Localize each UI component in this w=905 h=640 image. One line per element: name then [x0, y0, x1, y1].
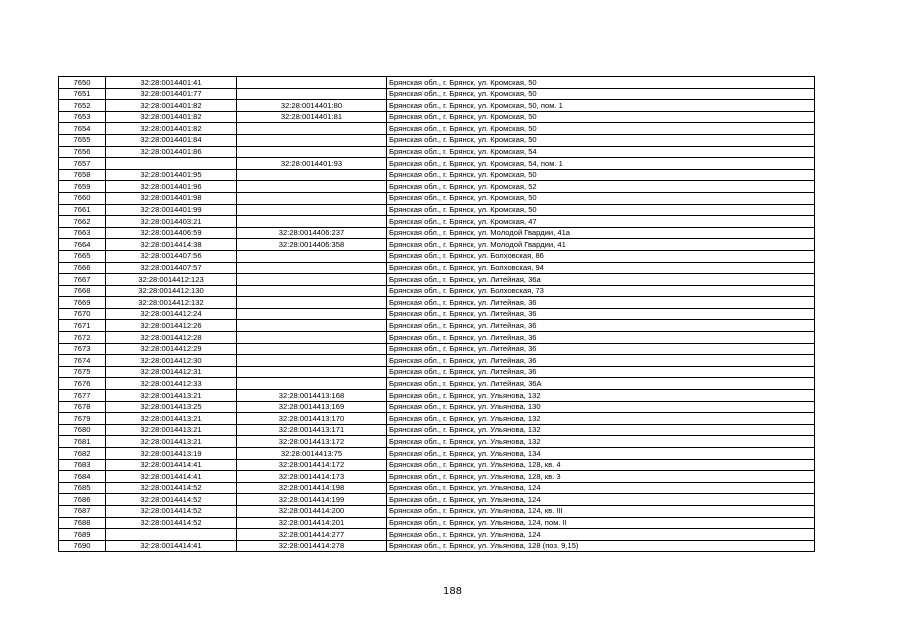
- previous-number-cell: [237, 378, 387, 390]
- row-number-cell: 7688: [59, 517, 106, 529]
- cadastral-number-cell: 32:28:0014414:52: [106, 494, 237, 506]
- previous-number-cell: [237, 250, 387, 262]
- previous-number-cell: [237, 204, 387, 216]
- address-cell: Брянская обл., г. Брянск, ул. Литейная, 36: [387, 366, 815, 378]
- cadastral-number-cell: 32:28:0014413:21: [106, 390, 237, 402]
- address-cell: Брянская обл., г. Брянск, ул. Кромская, 50: [387, 123, 815, 135]
- previous-number-cell: [237, 169, 387, 181]
- row-number-cell: 7675: [59, 366, 106, 378]
- row-number-cell: 7656: [59, 146, 106, 158]
- table-row: [59, 517, 815, 529]
- address-cell: Брянская обл., г. Брянск, ул. Кромская, 50: [387, 192, 815, 204]
- row-number-cell: 7689: [59, 529, 106, 541]
- address-cell: Брянская обл., г. Брянск, ул. Болховская, 86: [387, 250, 815, 262]
- table-row: [59, 88, 815, 100]
- row-number-cell: 7655: [59, 134, 106, 146]
- table-row: [59, 262, 815, 274]
- address-cell: Брянская обл., г. Брянск, ул. Молодой Гвардии, 41а: [387, 227, 815, 239]
- address-cell: Брянская обл., г. Брянск, ул. Кромская, 50: [387, 111, 815, 123]
- table-row: [59, 424, 815, 436]
- cadastral-number-cell: [106, 158, 237, 170]
- previous-number-cell: [237, 146, 387, 158]
- registry-table: [58, 76, 815, 552]
- previous-number-cell: 32:28:0014401:81: [237, 111, 387, 123]
- row-number-cell: 7685: [59, 482, 106, 494]
- address-cell: Брянская обл., г. Брянск, ул. Литейная, 36а: [387, 274, 815, 286]
- table-row: [59, 100, 815, 112]
- row-number-cell: 7681: [59, 436, 106, 448]
- row-number-cell: 7667: [59, 274, 106, 286]
- previous-number-cell: 32:28:0014414:200: [237, 505, 387, 517]
- table-row: [59, 158, 815, 170]
- cadastral-number-cell: 32:28:0014407:56: [106, 250, 237, 262]
- row-number-cell: 7672: [59, 332, 106, 344]
- table-row: [59, 494, 815, 506]
- address-cell: Брянская обл., г. Брянск, ул. Ульянова, 124: [387, 529, 815, 541]
- address-cell: Брянская обл., г. Брянск, ул. Молодой Гвардии, 41: [387, 239, 815, 251]
- address-cell: Брянская обл., г. Брянск, ул. Кромская, 50: [387, 77, 815, 89]
- address-cell: Брянская обл., г. Брянск, ул. Кромская, 50: [387, 204, 815, 216]
- cadastral-number-cell: 32:28:0014401:96: [106, 181, 237, 193]
- cadastral-number-cell: 32:28:0014412:30: [106, 355, 237, 367]
- row-number-cell: 7653: [59, 111, 106, 123]
- cadastral-number-cell: 32:28:0014401:82: [106, 111, 237, 123]
- previous-number-cell: [237, 88, 387, 100]
- address-cell: Брянская обл., г. Брянск, ул. Болховская, 94: [387, 262, 815, 274]
- cadastral-number-cell: 32:28:0014413:19: [106, 448, 237, 460]
- table-row: [59, 308, 815, 320]
- previous-number-cell: [237, 355, 387, 367]
- table-row: [59, 169, 815, 181]
- address-cell: Брянская обл., г. Брянск, ул. Ульянова, 124: [387, 482, 815, 494]
- address-cell: Брянская обл., г. Брянск, ул. Кромская, 54: [387, 146, 815, 158]
- address-cell: Брянская обл., г. Брянск, ул. Ульянова, 130: [387, 401, 815, 413]
- previous-number-cell: [237, 343, 387, 355]
- cadastral-number-cell: 32:28:0014412:24: [106, 308, 237, 320]
- previous-number-cell: [237, 285, 387, 297]
- address-cell: Брянская обл., г. Брянск, ул. Кромская, 52: [387, 181, 815, 193]
- table-row: [59, 216, 815, 228]
- previous-number-cell: 32:28:0014414:201: [237, 517, 387, 529]
- table-row: [59, 134, 815, 146]
- row-number-cell: 7678: [59, 401, 106, 413]
- table-row: [59, 471, 815, 483]
- previous-number-cell: 32:28:0014414:172: [237, 459, 387, 471]
- previous-number-cell: 32:28:0014414:199: [237, 494, 387, 506]
- cadastral-number-cell: 32:28:0014414:52: [106, 517, 237, 529]
- address-cell: Брянская обл., г. Брянск, ул. Ульянова, 132: [387, 390, 815, 402]
- cadastral-number-cell: 32:28:0014401:98: [106, 192, 237, 204]
- previous-number-cell: [237, 181, 387, 193]
- row-number-cell: 7670: [59, 308, 106, 320]
- cadastral-number-cell: 32:28:0014401:99: [106, 204, 237, 216]
- cadastral-number-cell: 32:28:0014401:86: [106, 146, 237, 158]
- address-cell: Брянская обл., г. Брянск, ул. Кромская, 47: [387, 216, 815, 228]
- row-number-cell: 7669: [59, 297, 106, 309]
- address-cell: Брянская обл., г. Брянск, ул. Кромская, 50: [387, 169, 815, 181]
- row-number-cell: 7662: [59, 216, 106, 228]
- row-number-cell: 7660: [59, 192, 106, 204]
- table-row: [59, 239, 815, 251]
- cadastral-number-cell: 32:28:0014412:132: [106, 297, 237, 309]
- row-number-cell: 7650: [59, 77, 106, 89]
- cadastral-number-cell: 32:28:0014401:82: [106, 123, 237, 135]
- cadastral-number-cell: 32:28:0014414:41: [106, 459, 237, 471]
- address-cell: Брянская обл., г. Брянск, ул. Ульянова, 128, кв. 3: [387, 471, 815, 483]
- table-row: [59, 401, 815, 413]
- cadastral-number-cell: 32:28:0014412:130: [106, 285, 237, 297]
- row-number-cell: 7676: [59, 378, 106, 390]
- table-row: [59, 366, 815, 378]
- table-row: [59, 505, 815, 517]
- row-number-cell: 7654: [59, 123, 106, 135]
- table-row: [59, 355, 815, 367]
- previous-number-cell: 32:28:0014414:173: [237, 471, 387, 483]
- row-number-cell: 7666: [59, 262, 106, 274]
- cadastral-number-cell: 32:28:0014412:31: [106, 366, 237, 378]
- row-number-cell: 7659: [59, 181, 106, 193]
- table-row: [59, 285, 815, 297]
- row-number-cell: 7682: [59, 448, 106, 460]
- cadastral-number-cell: 32:28:0014414:38: [106, 239, 237, 251]
- table-row: [59, 204, 815, 216]
- cadastral-number-cell: 32:28:0014401:82: [106, 100, 237, 112]
- cadastral-number-cell: 32:28:0014403:21: [106, 216, 237, 228]
- previous-number-cell: 32:28:0014413:169: [237, 401, 387, 413]
- table-row: [59, 123, 815, 135]
- cadastral-number-cell: 32:28:0014401:41: [106, 77, 237, 89]
- table-row: [59, 250, 815, 262]
- previous-number-cell: 32:28:0014406:237: [237, 227, 387, 239]
- registry-table-body: [59, 77, 815, 552]
- previous-number-cell: 32:28:0014406:358: [237, 239, 387, 251]
- address-cell: Брянская обл., г. Брянск, ул. Ульянова, 124, пом. II: [387, 517, 815, 529]
- address-cell: Брянская обл., г. Брянск, ул. Литейная, 36: [387, 308, 815, 320]
- table-row: [59, 320, 815, 332]
- table-row: [59, 77, 815, 89]
- address-cell: Брянская обл., г. Брянск, ул. Литейная, 36: [387, 332, 815, 344]
- table-row: [59, 111, 815, 123]
- table-row: [59, 529, 815, 541]
- address-cell: Брянская обл., г. Брянск, ул. Ульянова, 128 (поз. 9,15): [387, 540, 815, 552]
- cadastral-number-cell: 32:28:0014401:84: [106, 134, 237, 146]
- row-number-cell: 7683: [59, 459, 106, 471]
- table-row: [59, 459, 815, 471]
- cadastral-number-cell: 32:28:0014414:52: [106, 505, 237, 517]
- row-number-cell: 7651: [59, 88, 106, 100]
- address-cell: Брянская обл., г. Брянск, ул. Ульянова, 134: [387, 448, 815, 460]
- cadastral-number-cell: 32:28:0014413:25: [106, 401, 237, 413]
- cadastral-number-cell: 32:28:0014401:95: [106, 169, 237, 181]
- table-row: [59, 227, 815, 239]
- table-row: [59, 540, 815, 552]
- table-row: [59, 448, 815, 460]
- address-cell: Брянская обл., г. Брянск, ул. Ульянова, 132: [387, 413, 815, 425]
- row-number-cell: 7674: [59, 355, 106, 367]
- row-number-cell: 7658: [59, 169, 106, 181]
- table-row: [59, 482, 815, 494]
- cadastral-number-cell: 32:28:0014414:52: [106, 482, 237, 494]
- page-number: 188: [442, 586, 463, 597]
- cadastral-number-cell: 32:28:0014412:33: [106, 378, 237, 390]
- previous-number-cell: 32:28:0014413:168: [237, 390, 387, 402]
- previous-number-cell: [237, 366, 387, 378]
- row-number-cell: 7671: [59, 320, 106, 332]
- table-row: [59, 332, 815, 344]
- cadastral-number-cell: 32:28:0014412:28: [106, 332, 237, 344]
- row-number-cell: 7684: [59, 471, 106, 483]
- row-number-cell: 7677: [59, 390, 106, 402]
- table-row: [59, 378, 815, 390]
- previous-number-cell: [237, 216, 387, 228]
- previous-number-cell: 32:28:0014413:172: [237, 436, 387, 448]
- previous-number-cell: [237, 77, 387, 89]
- row-number-cell: 7679: [59, 413, 106, 425]
- previous-number-cell: 32:28:0014414:277: [237, 529, 387, 541]
- address-cell: Брянская обл., г. Брянск, ул. Болховская, 73: [387, 285, 815, 297]
- row-number-cell: 7657: [59, 158, 106, 170]
- cadastral-number-cell: 32:28:0014413:21: [106, 424, 237, 436]
- address-cell: Брянская обл., г. Брянск, ул. Ульянова, 124: [387, 494, 815, 506]
- address-cell: Брянская обл., г. Брянск, ул. Ульянова, 124, кв. III: [387, 505, 815, 517]
- row-number-cell: 7661: [59, 204, 106, 216]
- address-cell: Брянская обл., г. Брянск, ул. Кромская, 50: [387, 134, 815, 146]
- cadastral-number-cell: 32:28:0014413:21: [106, 436, 237, 448]
- table-row: [59, 436, 815, 448]
- cadastral-number-cell: 32:28:0014414:41: [106, 540, 237, 552]
- previous-number-cell: [237, 123, 387, 135]
- previous-number-cell: 32:28:0014413:75: [237, 448, 387, 460]
- cadastral-number-cell: 32:28:0014413:21: [106, 413, 237, 425]
- cadastral-number-cell: 32:28:0014412:123: [106, 274, 237, 286]
- cadastral-number-cell: 32:28:0014414:41: [106, 471, 237, 483]
- table-row: [59, 343, 815, 355]
- table-row: [59, 390, 815, 402]
- address-cell: Брянская обл., г. Брянск, ул. Ульянова, 132: [387, 436, 815, 448]
- row-number-cell: 7652: [59, 100, 106, 112]
- address-cell: Брянская обл., г. Брянск, ул. Литейная, 36: [387, 343, 815, 355]
- cadastral-number-cell: 32:28:0014407:57: [106, 262, 237, 274]
- previous-number-cell: 32:28:0014414:198: [237, 482, 387, 494]
- row-number-cell: 7665: [59, 250, 106, 262]
- table-row: [59, 413, 815, 425]
- address-cell: Брянская обл., г. Брянск, ул. Ульянова, 132: [387, 424, 815, 436]
- previous-number-cell: [237, 274, 387, 286]
- table-row: [59, 181, 815, 193]
- row-number-cell: 7690: [59, 540, 106, 552]
- address-cell: Брянская обл., г. Брянск, ул. Литейная, 36: [387, 297, 815, 309]
- table-row: [59, 146, 815, 158]
- row-number-cell: 7663: [59, 227, 106, 239]
- row-number-cell: 7680: [59, 424, 106, 436]
- cadastral-number-cell: [106, 529, 237, 541]
- previous-number-cell: [237, 332, 387, 344]
- table-row: [59, 274, 815, 286]
- address-cell: Брянская обл., г. Брянск, ул. Кромская, 54, пом. 1: [387, 158, 815, 170]
- previous-number-cell: 32:28:0014413:171: [237, 424, 387, 436]
- row-number-cell: 7686: [59, 494, 106, 506]
- address-cell: Брянская обл., г. Брянск, ул. Ульянова, 128, кв. 4: [387, 459, 815, 471]
- address-cell: Брянская обл., г. Брянск, ул. Литейная, 36: [387, 320, 815, 332]
- previous-number-cell: [237, 134, 387, 146]
- table-row: [59, 192, 815, 204]
- previous-number-cell: 32:28:0014413:170: [237, 413, 387, 425]
- row-number-cell: 7673: [59, 343, 106, 355]
- address-cell: Брянская обл., г. Брянск, ул. Кромская, 50: [387, 88, 815, 100]
- cadastral-number-cell: 32:28:0014401:77: [106, 88, 237, 100]
- address-cell: Брянская обл., г. Брянск, ул. Литейная, 36А: [387, 378, 815, 390]
- cadastral-number-cell: 32:28:0014412:26: [106, 320, 237, 332]
- previous-number-cell: 32:28:0014401:93: [237, 158, 387, 170]
- address-cell: Брянская обл., г. Брянск, ул. Литейная, 36: [387, 355, 815, 367]
- cadastral-number-cell: 32:28:0014412:29: [106, 343, 237, 355]
- previous-number-cell: [237, 297, 387, 309]
- previous-number-cell: 32:28:0014401:80: [237, 100, 387, 112]
- cadastral-number-cell: 32:28:0014406:59: [106, 227, 237, 239]
- previous-number-cell: [237, 262, 387, 274]
- previous-number-cell: 32:28:0014414:278: [237, 540, 387, 552]
- table-row: [59, 297, 815, 309]
- previous-number-cell: [237, 308, 387, 320]
- previous-number-cell: [237, 320, 387, 332]
- row-number-cell: 7664: [59, 239, 106, 251]
- row-number-cell: 7687: [59, 505, 106, 517]
- row-number-cell: 7668: [59, 285, 106, 297]
- previous-number-cell: [237, 192, 387, 204]
- address-cell: Брянская обл., г. Брянск, ул. Кромская, 50, пом. 1: [387, 100, 815, 112]
